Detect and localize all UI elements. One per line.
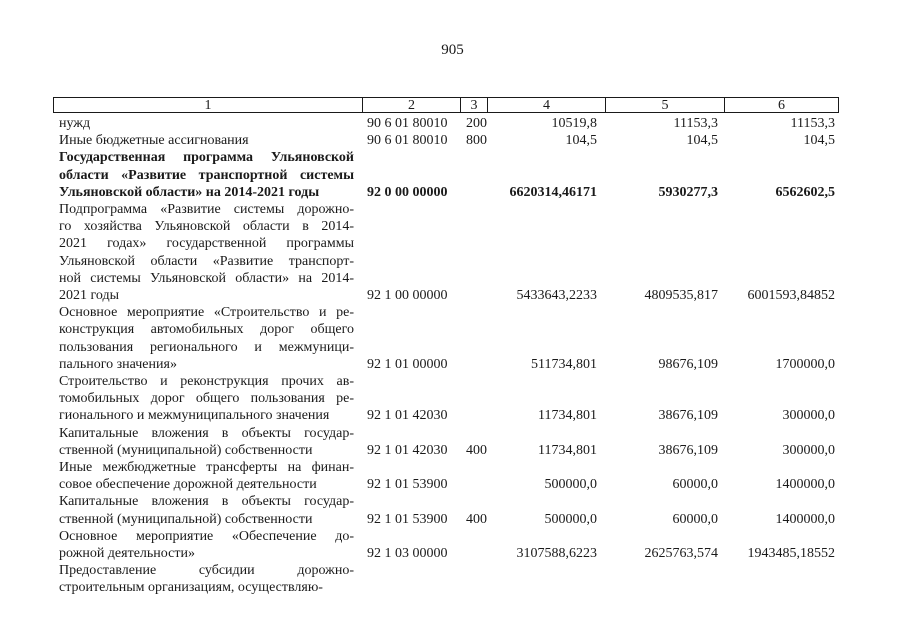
row-code: 92 1 01 53900 — [367, 477, 448, 493]
row-name-line: конструкция автомобильных дорог общего — [59, 322, 354, 338]
table-header — [53, 97, 839, 114]
row-code: 92 0 00 00000 — [367, 184, 448, 200]
row-value-2014: 500000,0 — [544, 511, 597, 527]
table-row — [0, 115, 905, 132]
row-value-2014: 104,5 — [565, 133, 597, 149]
table-row — [0, 149, 905, 201]
table-row — [0, 132, 905, 149]
row-value-2015: 60000,0 — [672, 511, 718, 527]
row-name — [59, 459, 354, 493]
table-row — [0, 201, 905, 304]
row-name — [59, 373, 354, 425]
row-value-2015: 4809535,817 — [644, 287, 718, 303]
header-col-2: 2 — [362, 97, 461, 113]
row-name-line: пального значения» — [59, 356, 177, 372]
row-value-2014: 6620314,46171 — [509, 184, 597, 200]
row-value-2016: 6001593,84852 — [747, 287, 835, 303]
row-name-line: ной системы Ульяновской области» на 2014- — [59, 270, 354, 286]
row-value-2016: 6562602,5 — [775, 184, 835, 200]
row-name-line: рожной деятельности» — [59, 545, 195, 561]
row-value-2016: 300000,0 — [782, 442, 835, 458]
row-name-line: совое обеспечение дорожной деятельности — [59, 477, 317, 493]
row-value-2014: 11734,801 — [538, 442, 597, 458]
row-name-line: Капитальные вложения в объекты государ- — [59, 494, 354, 510]
table-row — [0, 562, 905, 596]
table-row — [0, 373, 905, 425]
row-value-2016: 11153,3 — [790, 116, 835, 131]
row-name-line: Иные межбюджетные трансферты на финан- — [59, 459, 354, 475]
row-code: 92 1 01 42030 — [367, 442, 448, 458]
row-value-2015: 104,5 — [686, 133, 718, 149]
row-value-2014: 3107588,6223 — [516, 545, 597, 561]
row-value-2015: 38676,109 — [658, 408, 718, 424]
page-number: 905 — [441, 42, 464, 58]
table-row — [0, 425, 905, 459]
row-name-line: ственной (муниципальной) собственности — [59, 511, 313, 527]
row-value-2016: 1700000,0 — [775, 356, 835, 372]
row-name-line: Ульяновской области «Развитие транспорт- — [59, 253, 354, 269]
row-name — [59, 149, 354, 201]
row-name-line: нужд — [59, 116, 91, 131]
row-name — [59, 304, 354, 373]
row-name-line: Строительство и реконструкция прочих ав- — [59, 373, 354, 389]
row-value-2015: 60000,0 — [672, 477, 718, 493]
row-name-line: Государственная программа Ульяновской — [59, 150, 354, 166]
row-code: 92 1 01 53900 — [367, 511, 448, 527]
header-col-6: 6 — [724, 97, 839, 113]
row-name-line: пользования регионального и межмуници- — [59, 339, 354, 355]
row-code: 92 1 00 00000 — [367, 287, 448, 303]
row-code: 92 1 01 00000 — [367, 356, 448, 372]
header-col-4: 4 — [487, 97, 606, 113]
table-row — [0, 493, 905, 527]
header-col-3: 3 — [460, 97, 488, 113]
row-value-2014: 11734,801 — [538, 408, 597, 424]
row-value-2015: 5930277,3 — [658, 184, 718, 200]
row-name — [59, 201, 354, 304]
row-value-2014: 5433643,2233 — [516, 287, 597, 303]
row-name-line: области «Развитие транспортной системы — [59, 167, 354, 183]
row-vr: 200 — [466, 116, 487, 131]
row-name-line: гионального и межмуниципального значения — [59, 408, 330, 424]
table-row — [0, 304, 905, 373]
row-name — [59, 528, 354, 562]
row-name-line: Основное мероприятие «Строительство и ре- — [59, 305, 354, 321]
table-row — [0, 528, 905, 562]
row-value-2014: 500000,0 — [544, 477, 597, 493]
row-value-2015: 98676,109 — [658, 356, 718, 372]
row-name-line: Предоставление субсидии дорожно- — [59, 563, 354, 579]
row-value-2014: 511734,801 — [531, 356, 597, 372]
row-code: 90 6 01 80010 — [367, 133, 448, 149]
row-value-2015: 11153,3 — [673, 116, 718, 131]
budget-table-body — [0, 115, 905, 597]
row-code: 92 1 03 00000 — [367, 545, 448, 561]
row-name-line: 2021 годах» государственной программы — [59, 236, 354, 252]
header-col-1: 1 — [53, 97, 363, 113]
row-name — [59, 115, 354, 132]
row-name-line: Основное мероприятие «Обеспечение до- — [59, 528, 354, 544]
row-name-line: Капитальные вложения в объекты государ- — [59, 425, 354, 441]
header-col-5: 5 — [605, 97, 725, 113]
row-code: 92 1 01 42030 — [367, 408, 448, 424]
row-name-line: 2021 годы — [59, 287, 120, 303]
row-vr: 400 — [466, 511, 487, 527]
row-value-2016: 300000,0 — [782, 408, 835, 424]
row-name-line: ственной (муниципальной) собственности — [59, 442, 313, 458]
row-name-line: Иные бюджетные ассигнования — [59, 133, 249, 149]
row-name — [59, 493, 354, 527]
row-name — [59, 562, 354, 596]
row-value-2016: 104,5 — [803, 133, 835, 149]
row-code: 90 6 01 80010 — [367, 116, 448, 131]
row-name — [59, 132, 354, 149]
row-vr: 400 — [466, 442, 487, 458]
row-name-line: Ульяновской области» на 2014-2021 годы — [59, 184, 320, 200]
row-name-line: Подпрограмма «Развитие системы дорожно- — [59, 201, 354, 217]
row-value-2014: 10519,8 — [551, 116, 597, 131]
row-name — [59, 425, 354, 459]
row-value-2015: 38676,109 — [658, 442, 718, 458]
row-vr: 800 — [466, 133, 487, 149]
row-value-2016: 1943485,18552 — [747, 545, 835, 561]
row-name-line: го хозяйства Ульяновской области в 2014- — [59, 219, 354, 235]
row-value-2016: 1400000,0 — [775, 511, 835, 527]
row-value-2016: 1400000,0 — [775, 477, 835, 493]
row-value-2015: 2625763,574 — [644, 545, 718, 561]
row-name-line: томобильных дорог общего пользования ре- — [59, 391, 354, 407]
row-name-line: строительным организациям, осуществляю- — [59, 580, 323, 596]
table-row — [0, 459, 905, 493]
